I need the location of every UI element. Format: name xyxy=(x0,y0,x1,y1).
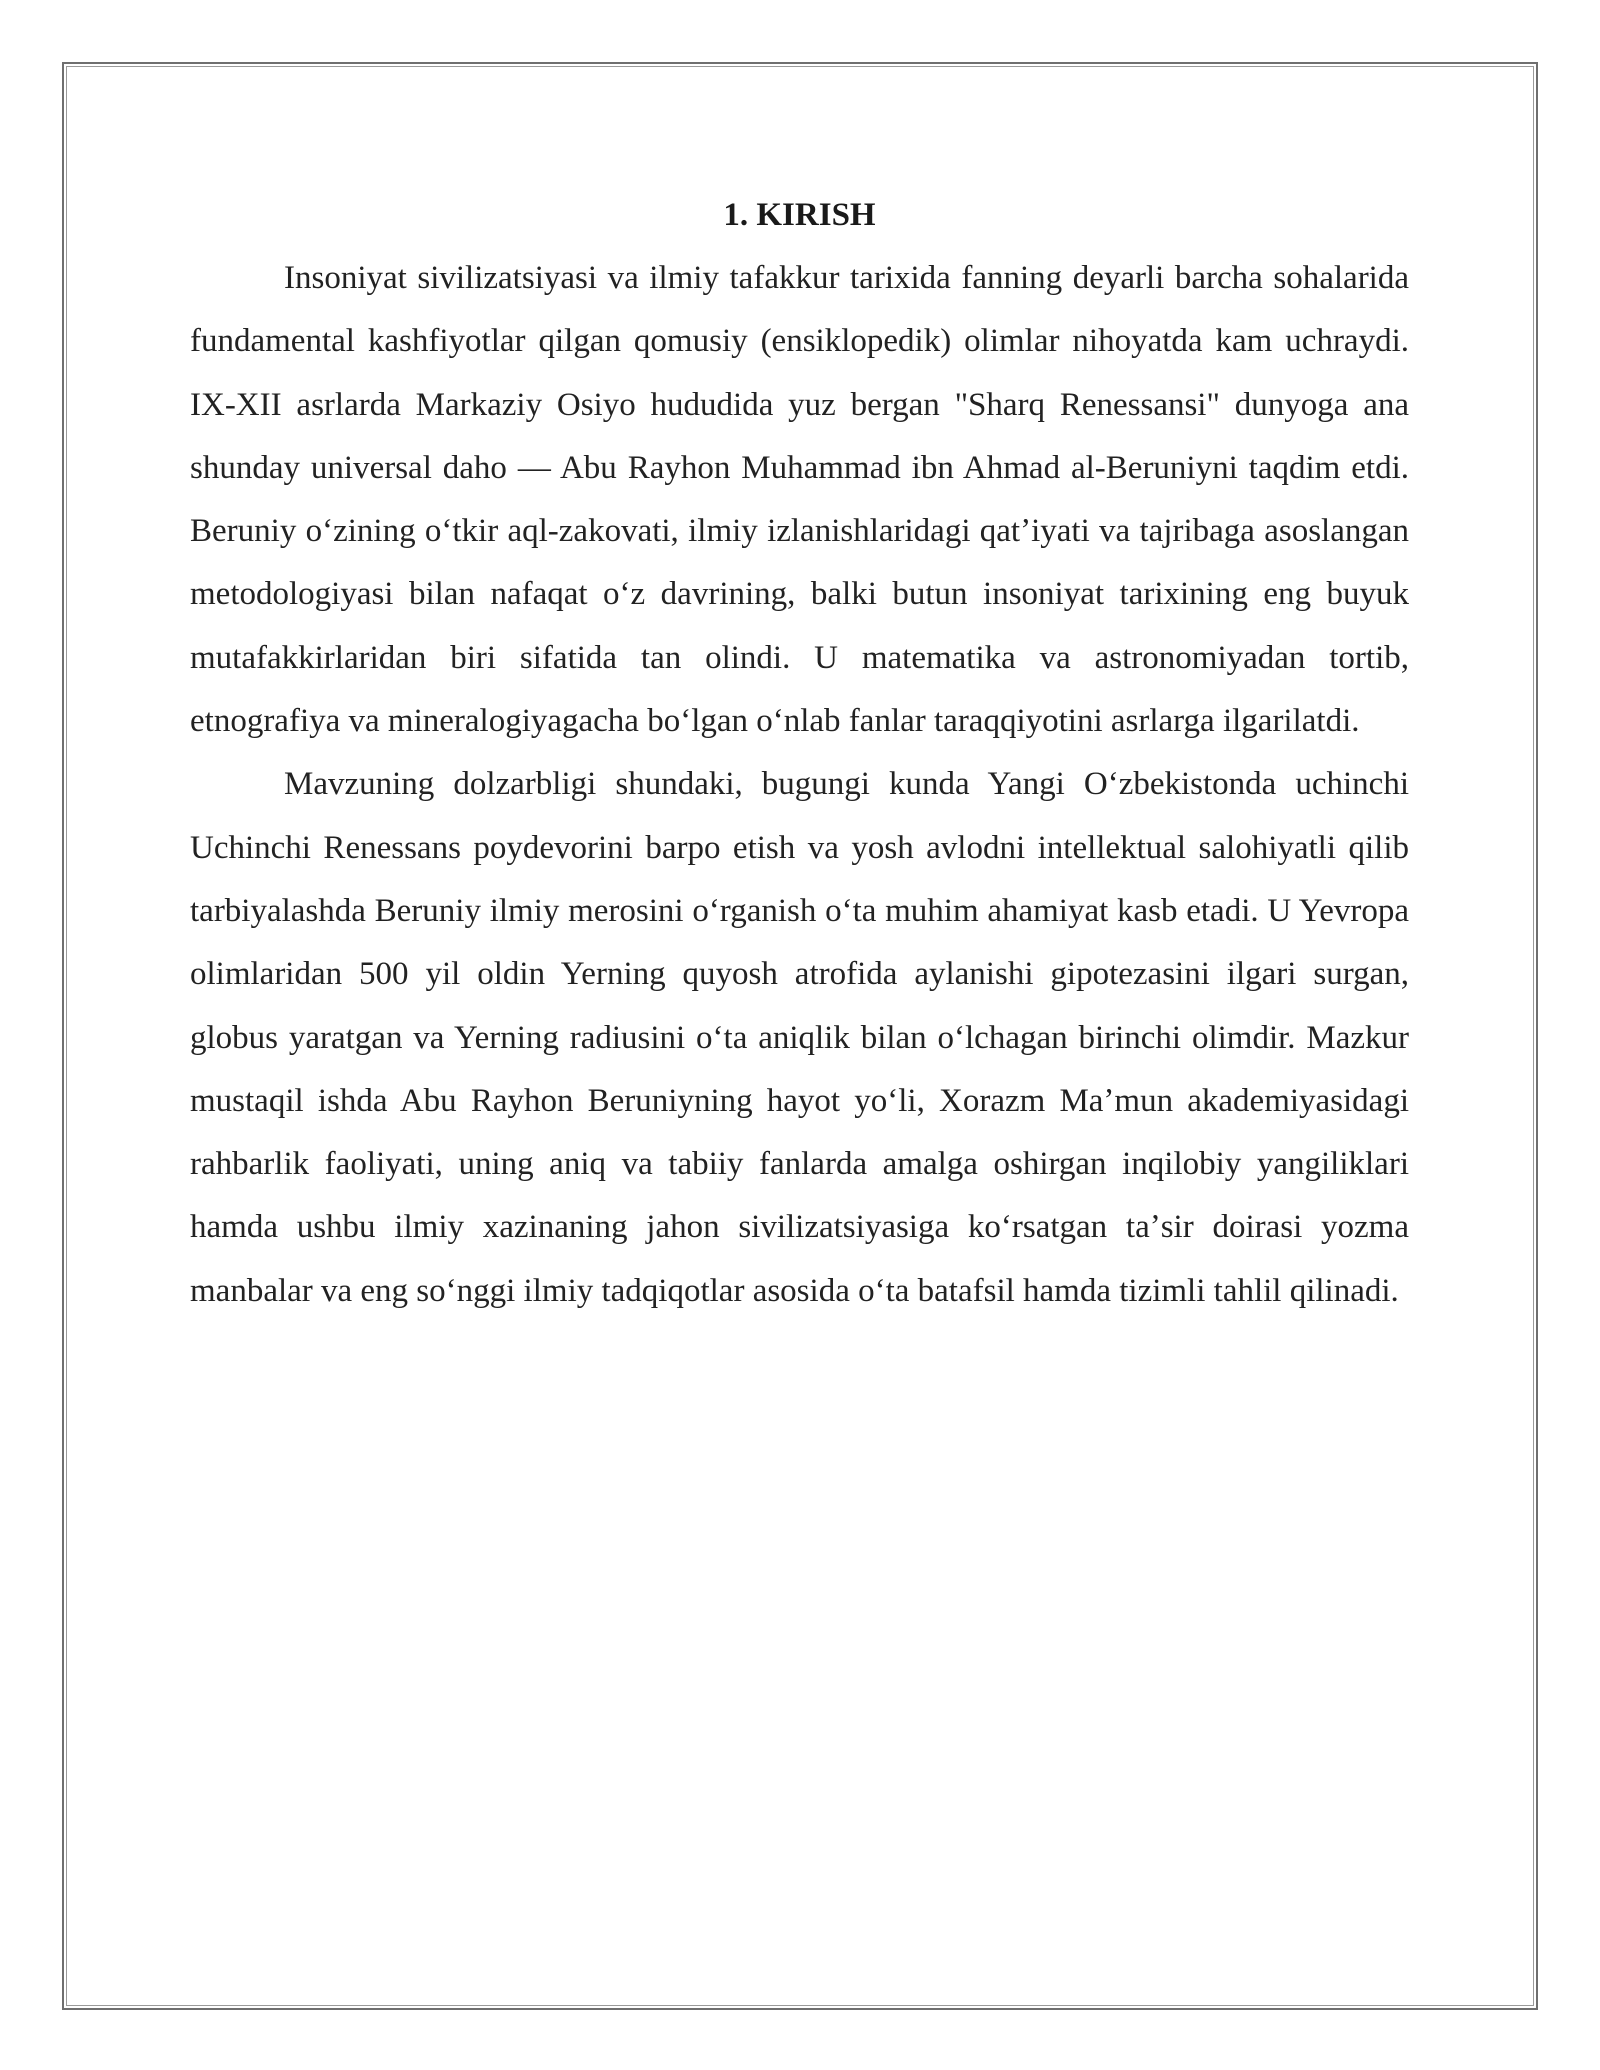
paragraph-introduction: Insoniyat sivilizatsiyasi va ilmiy tafakkur tarixida fanning deyarli barcha sohalarida fundamental kashfiyotlar qilgan qomusiy (ensiklopedik) olimlar nihoyatda kam uchraydi. IX-XII asrlarda Markaziy Osiyo hududida yuz bergan "Sharq Renessansi" dunyoga ana shunday universal daho — Abu Rayhon Muhammad ibn Ahmad al-Beruniyni taqdim etdi. Beruniy oʻzining oʻtkir aql-zakovati, ilmiy izlanishlaridagi qatʼiyati va tajribaga asoslangan metodologiyasi bilan nafaqat oʻz davrining, balki butun insoniyat tarixining eng buyuk mutafakkirlaridan biri sifatida tan olindi. U matematika va astronomiyadan tortib, etnografiya va mineralogiyagacha boʻlgan oʻnlab fanlar taraqqiyotini asrlarga ilgarilatdi. xyxy=(190,260,1409,740)
document-body xyxy=(190,184,1409,1323)
page-frame xyxy=(62,62,1538,2010)
section-heading: 1. KIRISH xyxy=(723,197,876,233)
paragraph-relevance: Mavzuning dolzarbligi shundaki, bugungi kunda Yangi Oʻzbekistonda uchinchi Uchinchi Renessans poydevorini barpo etish va yosh avlodni intellektual salohiyatli qilib tarbiyalashda Beruniy ilmiy merosini oʻrganish oʻta muhim ahamiyat kasb etadi. U Yevropa olimlaridan 500 yil oldin Yerning quyosh atrofida aylanishi gipotezasini ilgari surgan, globus yaratgan va Yerning radiusini oʻta aniqlik bilan oʻlchagan birinchi olimdir. Mazkur mustaqil ishda Abu Rayhon Beruniyning hayot yoʻli, Xorazm Maʼmun akademiyasidagi rahbarlik faoliyati, uning aniq va tabiiy fanlarda amalga oshirgan inqilobiy yangiliklari hamda ushbu ilmiy xazinaning jahon sivilizatsiyasiga koʻrsatgan taʼsir doirasi yozma manbalar va eng soʻnggi ilmiy tadqiqotlar asosida oʻta batafsil hamda tizimli tahlil qilinadi. xyxy=(190,766,1409,1309)
